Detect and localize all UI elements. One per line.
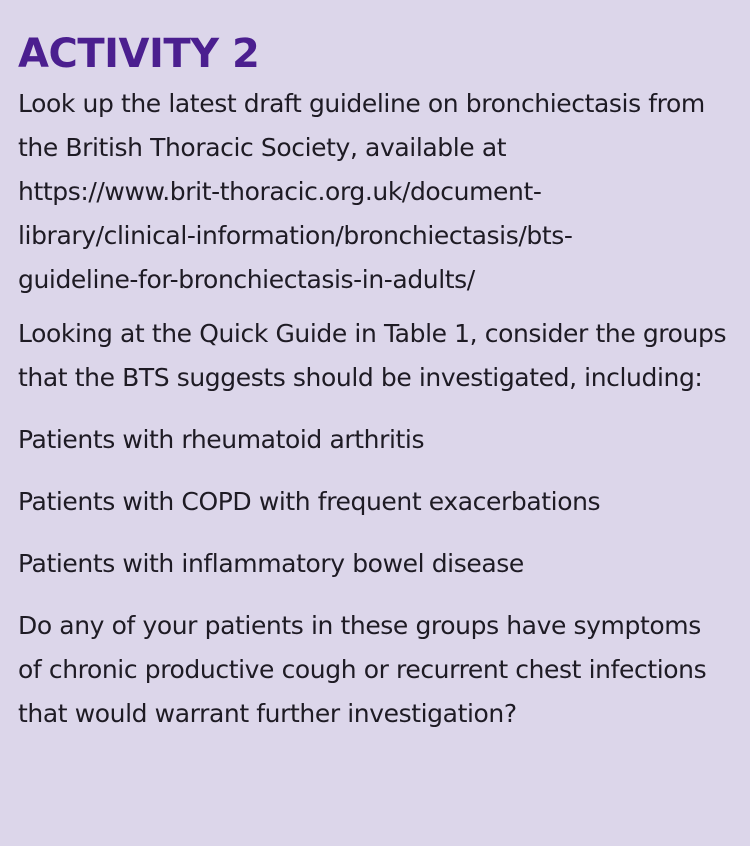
group-item-ibd: Patients with inflammatory bowel disease	[18, 549, 524, 578]
guideline-url-line-2: library/clinical-information/bronchiectasis/bts-	[18, 221, 573, 250]
instruction-paragraph: Looking at the Quick Guide in Table 1, consider the groups that the BTS suggests should be investigated, including:	[18, 319, 727, 392]
intro-text: Look up the latest draft guideline on bronchiectasis from the British Thoracic Society, available at	[18, 89, 705, 162]
intro-paragraph	[18, 82, 728, 302]
activity-title: ACTIVITY 2	[18, 31, 260, 77]
group-item-copd: Patients with COPD with frequent exacerbations	[18, 487, 601, 516]
guideline-url-line-1: https://www.brit-thoracic.org.uk/document-	[18, 177, 542, 206]
guideline-url-line-3: guideline-for-bronchiectasis-in-adults/	[18, 265, 475, 294]
group-item-rheumatoid-arthritis: Patients with rheumatoid arthritis	[18, 425, 425, 454]
question-paragraph: Do any of your patients in these groups have symptoms of chronic productive cough or recurrent chest infections that would warrant further investigation?	[18, 611, 707, 728]
